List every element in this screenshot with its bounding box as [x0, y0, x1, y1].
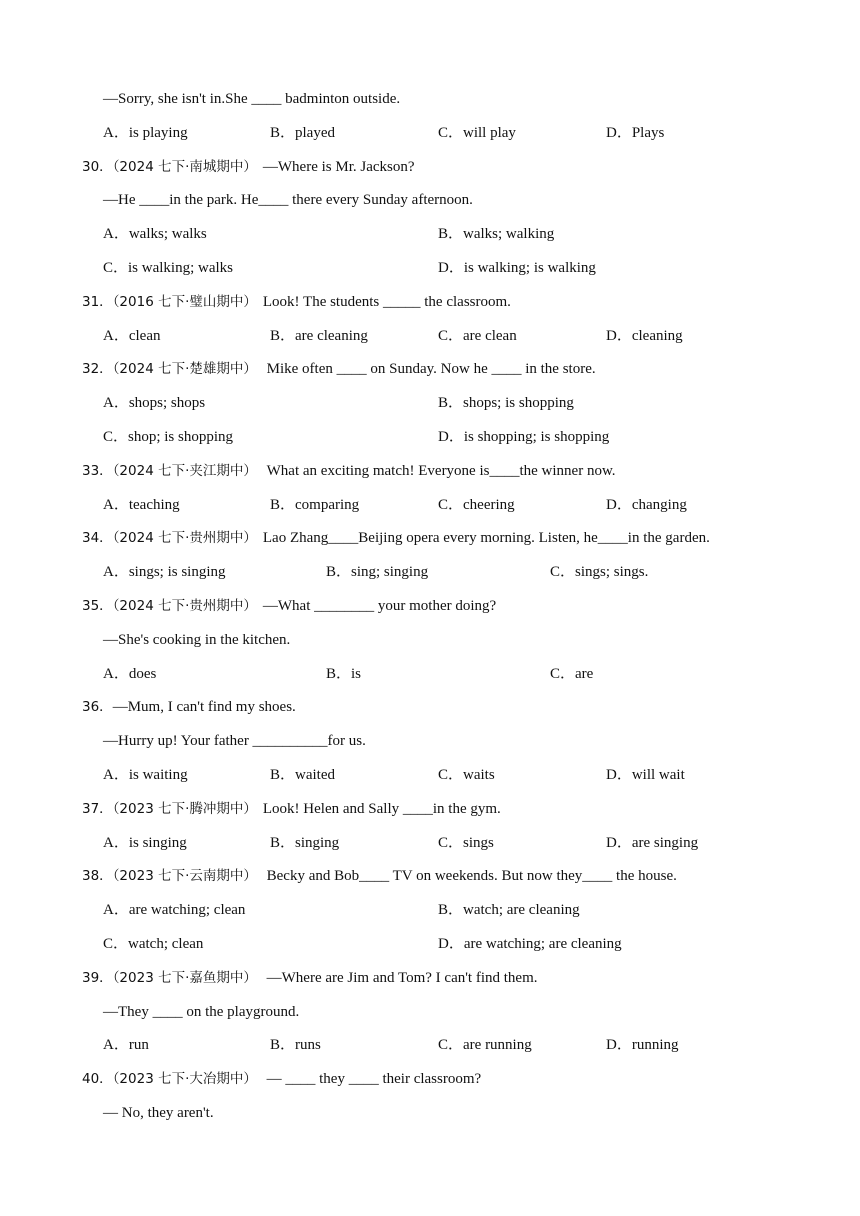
question-line [82, 961, 860, 995]
answer-option: A．are watching; clean [103, 902, 246, 919]
question-line [82, 690, 860, 724]
answer-option: B．shops; is shopping [438, 395, 574, 412]
question-text: Lao Zhang____Beijing opera every morning. Listen, he____in the garden. [262, 530, 710, 547]
question-line [82, 1062, 860, 1096]
question-source: （2023 七下·嘉鱼期中） [112, 969, 257, 986]
answer-option: C．shop; is shopping [103, 429, 234, 445]
question-number: 40． [82, 1071, 113, 1088]
answer-option: B．sing; singing [326, 564, 429, 581]
dialog-line: —They ____ on the playground. [103, 1003, 300, 1020]
question-source: （2024 七下·夹江期中） [112, 462, 257, 479]
answer-option: D．changing [606, 496, 687, 513]
dialog-line: —Hurry up! Your father __________for us. [103, 733, 366, 750]
question-source: （2024 七下·南城期中） [112, 158, 257, 175]
question-source: （2023 七下·腾冲期中） [112, 800, 257, 817]
dialog-line: —She's cooking in the kitchen. [103, 631, 291, 648]
answer-option: D．are watching; are cleaning [438, 936, 622, 952]
question-line [82, 859, 860, 893]
answer-option: A．clean [103, 327, 161, 344]
question-line [82, 521, 860, 555]
answer-option: C．sings; sings. [550, 564, 649, 581]
answer-option: D．is walking; is walking [438, 260, 596, 276]
question-line [82, 589, 860, 623]
answer-option: C．are running [438, 1037, 532, 1054]
question-text: Becky and Bob____ TV on weekends. But now they____ the house. [262, 868, 677, 885]
answer-option: A．is waiting [103, 767, 188, 783]
answer-option: D．cleaning [606, 327, 683, 344]
answer-option: D．are singing [606, 834, 699, 851]
answer-option: B．is [326, 665, 362, 682]
options-row [0, 927, 860, 961]
dialog-line: — No, they aren't. [103, 1105, 214, 1121]
options-row [0, 1028, 860, 1062]
answer-option: C．sings [438, 834, 494, 851]
answer-option: D．will wait [606, 767, 685, 783]
options-row [0, 217, 860, 251]
question-text: — ____ they ____ their classroom? [262, 1071, 482, 1088]
question-text: —Where are Jim and Tom? I can't find them. [262, 969, 538, 986]
question-source: （2023 七下·大冶期中） [112, 1071, 257, 1088]
question-number: 33． [82, 462, 113, 479]
options-row [0, 555, 860, 589]
answer-option: A．sings; is singing [103, 564, 226, 581]
question-number: 39． [82, 969, 113, 986]
answer-option: A．is singing [103, 834, 187, 851]
answer-option: B．played [270, 124, 335, 141]
options-row [0, 420, 860, 454]
options-row [0, 893, 860, 927]
answer-option: B．walks; walking [438, 226, 555, 243]
answer-option: D．Plays [606, 124, 665, 141]
answer-option: B．are cleaning [270, 327, 368, 344]
question-number: 31． [82, 293, 113, 310]
question-number: 35． [82, 598, 113, 614]
options-row [0, 386, 860, 420]
answer-option: B．singing [270, 834, 340, 851]
answer-option: A．teaching [103, 496, 180, 513]
answer-option: C．are [550, 665, 594, 682]
question-text: —Where is Mr. Jackson? [262, 158, 415, 175]
options-row [0, 826, 860, 860]
options-row [0, 116, 860, 150]
answer-option: C．watch; clean [103, 936, 204, 952]
answer-option: B．comparing [270, 496, 360, 513]
answer-option: C．is walking; walks [103, 260, 233, 276]
question-line [82, 285, 860, 319]
question-number: 36． [82, 699, 113, 716]
answer-option: D．is shopping; is shopping [438, 429, 610, 445]
answer-option: A．is playing [103, 124, 188, 141]
question-number: 38． [82, 868, 113, 885]
question-number: 34． [82, 530, 113, 547]
options-row [0, 488, 860, 522]
question-source: （2024 七下·贵州期中） [112, 530, 257, 547]
answer-option: C．will play [438, 124, 516, 141]
options-row [0, 251, 860, 285]
answer-option: A．walks; walks [103, 226, 207, 243]
question-number: 32． [82, 361, 113, 378]
answer-option: C．cheering [438, 496, 515, 513]
answer-option: C．are clean [438, 327, 517, 344]
question-text: Mike often ____ on Sunday. Now he ____ in the store. [262, 361, 596, 378]
question-line [82, 150, 860, 184]
options-row [0, 319, 860, 353]
answer-option: D．running [606, 1037, 679, 1054]
question-source: （2024 七下·楚雄期中） [112, 361, 257, 378]
question-source: （2024 七下·贵州期中） [112, 598, 257, 614]
question-text: —What ________ your mother doing? [262, 598, 497, 614]
question-text: Look! Helen and Sally ____in the gym. [262, 800, 501, 817]
answer-option: A．does [103, 665, 157, 682]
answer-option: A．run [103, 1037, 149, 1054]
answer-option: B．runs [270, 1037, 321, 1054]
question-text: —Mum, I can't find my shoes. [112, 699, 296, 716]
dialog-line: —He ____in the park. He____ there every Sunday afternoon. [103, 192, 473, 209]
question-line [82, 792, 860, 826]
question-text: Look! The students _____ the classroom. [262, 293, 511, 310]
question-number: 37． [82, 800, 113, 817]
dialog-line: —Sorry, she isn't in.She ____ badminton outside. [103, 91, 401, 107]
question-line [82, 352, 860, 386]
question-source: （2016 七下·璧山期中） [112, 293, 257, 310]
answer-option: A．shops; shops [103, 395, 206, 412]
question-line [82, 454, 860, 488]
question-text: What an exciting match! Everyone is____the winner now. [262, 462, 616, 479]
answer-option: B．waited [270, 767, 335, 783]
answer-option: B．watch; are cleaning [438, 902, 580, 919]
options-row [0, 657, 860, 691]
answer-option: C．waits [438, 767, 495, 783]
question-number: 30． [82, 158, 113, 175]
question-source: （2023 七下·云南期中） [112, 868, 257, 885]
options-row [0, 758, 860, 792]
